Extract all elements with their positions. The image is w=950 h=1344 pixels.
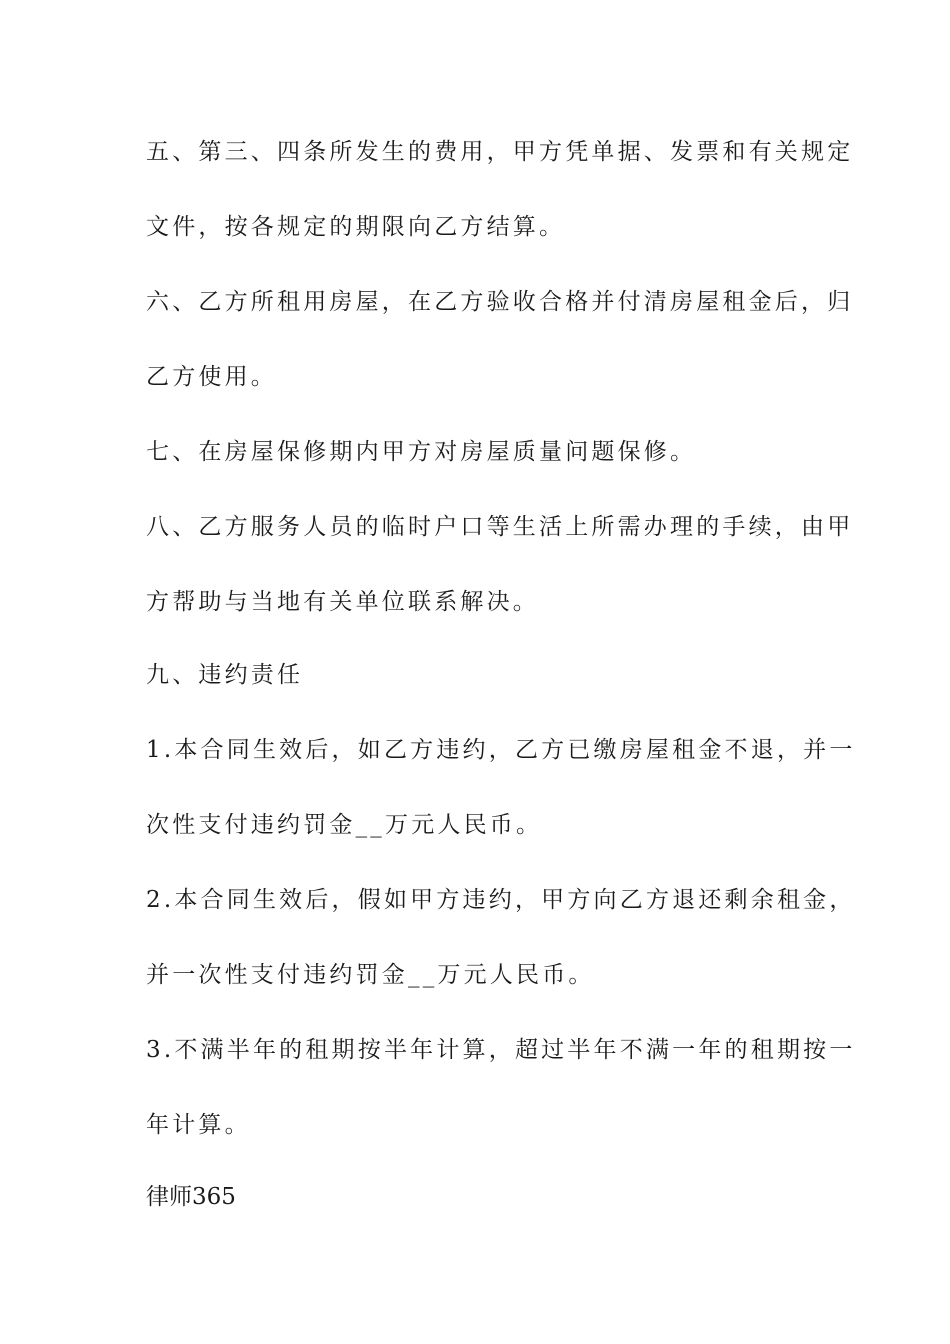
clause-5-line-2: 文件，按各规定的期限向乙方结算。 xyxy=(146,214,566,240)
clause-6-line-1: 六、乙方所租用房屋，在乙方验收合格并付清房屋租金后，归 xyxy=(146,289,854,315)
clause-9-heading: 九、违约责任 xyxy=(146,662,304,688)
clause-9-item-1-line-1: 1.本合同生效后，如乙方违约，乙方已缴房屋租金不退，并一 xyxy=(146,737,856,763)
clause-7-line-1: 七、在房屋保修期内甲方对房屋质量问题保修。 xyxy=(146,439,697,465)
clause-9-item-2-line-2: 并一次性支付违约罚金__万元人民币。 xyxy=(146,962,595,988)
clause-9-item-3-line-2: 年计算。 xyxy=(146,1112,251,1138)
clause-8-line-2: 方帮助与当地有关单位联系解决。 xyxy=(146,589,539,615)
clause-9-item-2-line-1: 2.本合同生效后，假如甲方违约，甲方向乙方退还剩余租金， xyxy=(146,887,856,913)
clause-9-item-3-line-1: 3.不满半年的租期按半年计算，超过半年不满一年的租期按一 xyxy=(146,1037,856,1063)
clause-6-line-2: 乙方使用。 xyxy=(146,364,277,390)
clause-8-line-1: 八、乙方服务人员的临时户口等生活上所需办理的手续，由甲 xyxy=(146,514,854,540)
clause-5-line-1: 五、第三、四条所发生的费用，甲方凭单据、发票和有关规定 xyxy=(146,139,854,165)
footer-source-text: 律师365 xyxy=(146,1184,236,1210)
clause-9-item-1-line-2: 次性支付违约罚金__万元人民币。 xyxy=(146,812,543,838)
